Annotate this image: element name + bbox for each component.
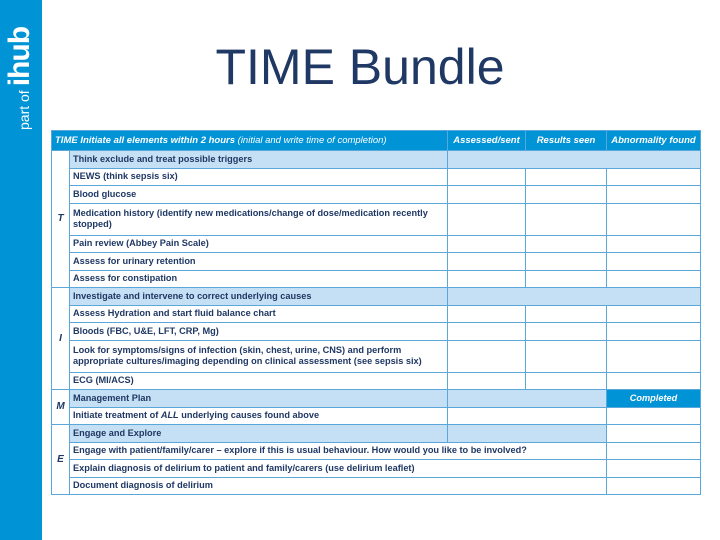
header-main-note: (initial and write time of completion) bbox=[237, 134, 387, 146]
row-label: Assess for constipation bbox=[70, 270, 448, 288]
abnormality-cell[interactable] bbox=[607, 235, 701, 253]
row-label-part: Initiate treatment of bbox=[73, 410, 159, 421]
row-label: Explain diagnosis of delirium to patient and family/carers (use delirium leaflet) bbox=[70, 460, 607, 478]
table-row bbox=[52, 253, 701, 271]
assessed-cell[interactable] bbox=[448, 305, 526, 323]
time-bundle-table bbox=[51, 130, 701, 495]
abnormality-cell[interactable] bbox=[607, 253, 701, 271]
row-label: Think exclude and treat possible triggers bbox=[70, 151, 448, 169]
assessed-cell[interactable] bbox=[448, 340, 526, 372]
header-main-label: TIME Initiate all elements within 2 hours bbox=[55, 134, 236, 146]
abnormality-cell[interactable] bbox=[607, 270, 701, 288]
row-label: Assess Hydration and start fluid balance chart bbox=[70, 305, 448, 323]
row-label: Medication history (identify new medications/change of dose/medication recently stopped) bbox=[70, 203, 448, 235]
row-label-emphasis: ALL bbox=[160, 410, 179, 421]
row-label-part: underlying causes found above bbox=[181, 410, 320, 421]
table-row bbox=[52, 390, 701, 408]
completed-cell[interactable] bbox=[607, 425, 701, 443]
table-row bbox=[52, 168, 701, 186]
section-letter-i: I bbox=[52, 288, 70, 390]
logo-prefix: part of bbox=[16, 90, 32, 130]
table-row bbox=[52, 270, 701, 288]
assessed-cell[interactable] bbox=[448, 203, 526, 235]
section-letter-t: T bbox=[52, 151, 70, 288]
assessed-cell[interactable] bbox=[448, 270, 526, 288]
abnormality-cell[interactable] bbox=[607, 203, 701, 235]
completed-cell[interactable] bbox=[607, 477, 701, 495]
table-row bbox=[52, 151, 701, 169]
table-row bbox=[52, 186, 701, 204]
table-row bbox=[52, 203, 701, 235]
results-cell[interactable] bbox=[526, 253, 607, 271]
completed-cell[interactable] bbox=[607, 407, 701, 425]
table-row bbox=[52, 460, 701, 478]
header-main bbox=[52, 131, 448, 151]
abnormality-cell[interactable] bbox=[607, 186, 701, 204]
completed-cell[interactable] bbox=[607, 442, 701, 460]
results-cell[interactable] bbox=[526, 305, 607, 323]
category-fill bbox=[448, 288, 701, 306]
row-label: Engage with patient/family/carer – explore if this is usual behaviour. How would you like to be involved? bbox=[70, 442, 607, 460]
header-results-seen: Results seen bbox=[526, 131, 607, 151]
row-label: Look for symptoms/signs of infection (skin, chest, urine, CNS) and perform appropriate cultures/imaging depending on clinical assessment (see sepsis six) bbox=[70, 340, 448, 372]
row-label: Assess for urinary retention bbox=[70, 253, 448, 271]
abnormality-cell[interactable] bbox=[607, 168, 701, 186]
results-cell[interactable] bbox=[526, 270, 607, 288]
results-cell[interactable] bbox=[526, 372, 607, 390]
assessed-cell[interactable] bbox=[448, 253, 526, 271]
table-row bbox=[52, 288, 701, 306]
results-cell[interactable] bbox=[526, 168, 607, 186]
results-cell[interactable] bbox=[526, 186, 607, 204]
table-row bbox=[52, 442, 701, 460]
table-row bbox=[52, 425, 701, 443]
abnormality-cell[interactable] bbox=[607, 340, 701, 372]
header-assessed: Assessed/sent bbox=[448, 131, 526, 151]
abnormality-cell[interactable] bbox=[607, 323, 701, 341]
results-cell[interactable] bbox=[526, 235, 607, 253]
table-row bbox=[52, 340, 701, 372]
row-label: Document diagnosis of delirium bbox=[70, 477, 607, 495]
row-label: Engage and Explore bbox=[70, 425, 448, 443]
table-header-row bbox=[52, 131, 701, 151]
assessed-cell[interactable] bbox=[448, 235, 526, 253]
row-label: Bloods (FBC, U&E, LFT, CRP, Mg) bbox=[70, 323, 448, 341]
section-letter-e: E bbox=[52, 425, 70, 495]
assessed-cell[interactable] bbox=[448, 323, 526, 341]
row-label: ECG (MI/ACS) bbox=[70, 372, 448, 390]
page-title: TIME Bundle bbox=[215, 39, 505, 95]
empty-cell bbox=[448, 407, 607, 425]
table-row bbox=[52, 323, 701, 341]
category-fill bbox=[448, 151, 701, 169]
table-row bbox=[52, 235, 701, 253]
row-label: Pain review (Abbey Pain Scale) bbox=[70, 235, 448, 253]
row-label bbox=[70, 407, 448, 425]
header-abnormality: Abnormality found bbox=[607, 131, 701, 151]
results-cell[interactable] bbox=[526, 323, 607, 341]
brand-sidebar bbox=[0, 0, 42, 540]
row-label: NEWS (think sepsis six) bbox=[70, 168, 448, 186]
table-row bbox=[52, 372, 701, 390]
table-row bbox=[52, 305, 701, 323]
completed-header: Completed bbox=[607, 390, 701, 408]
table-row bbox=[52, 477, 701, 495]
results-cell[interactable] bbox=[526, 203, 607, 235]
assessed-cell[interactable] bbox=[448, 372, 526, 390]
category-fill bbox=[448, 425, 607, 443]
assessed-cell[interactable] bbox=[448, 168, 526, 186]
completed-cell[interactable] bbox=[607, 460, 701, 478]
results-cell[interactable] bbox=[526, 340, 607, 372]
ihub-logo bbox=[3, 27, 37, 130]
category-fill bbox=[448, 390, 607, 408]
logo-name: ihub bbox=[3, 26, 36, 87]
row-label: Blood glucose bbox=[70, 186, 448, 204]
row-label: Investigate and intervene to correct underlying causes bbox=[70, 288, 448, 306]
assessed-cell[interactable] bbox=[448, 186, 526, 204]
row-label: Management Plan bbox=[70, 390, 448, 408]
section-letter-m: M bbox=[52, 390, 70, 425]
abnormality-cell[interactable] bbox=[607, 305, 701, 323]
table-row bbox=[52, 407, 701, 425]
abnormality-cell[interactable] bbox=[607, 372, 701, 390]
